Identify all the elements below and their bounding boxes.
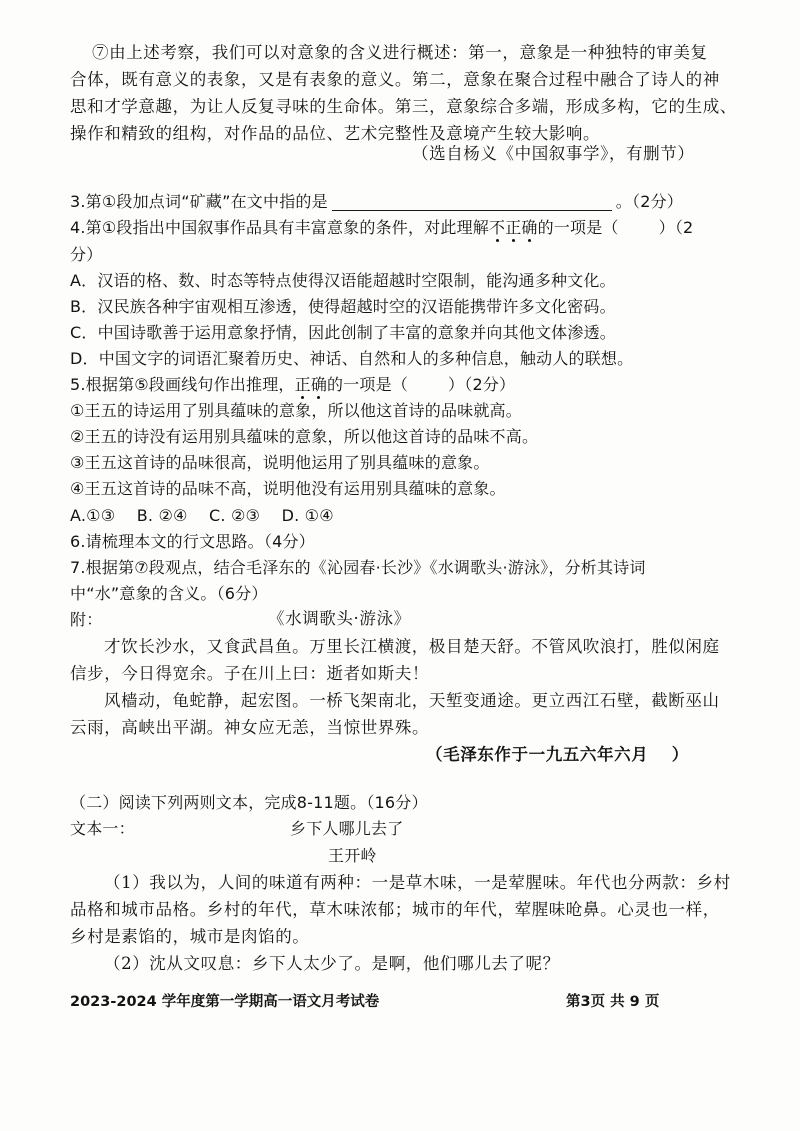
q4-emphasis-3: 确 [521, 218, 538, 237]
para7-line-1: ⑦由上述考察，我们可以对意象的含义进行概述：第一，意象是一种独特的审美复 [92, 43, 708, 62]
question-6: 6.请梳理本文的行文思路。（4分） [70, 532, 315, 551]
question-4 [70, 215, 693, 241]
q5-item-3: ③王五这首诗的品味很高，说明他运用了别具蕴味的意象。 [70, 453, 490, 472]
q5-item-4: ④王五这首诗的品味不高，说明他没有运用别具蕴味的意象。 [70, 479, 506, 498]
q4-stem-b: 的一项是（ [537, 218, 619, 237]
question-3 [70, 189, 683, 215]
text1-p2: （2）沈从文叹息：乡下人太少了。是啊，他们哪儿去了呢？ [104, 954, 560, 973]
q5-item-1: ①王五的诗运用了别具蕴味的意象，所以他这首诗的品味就高。 [70, 401, 522, 420]
q5-stem-b: 的一项是（ [327, 375, 409, 394]
question-7-line-1: 7.根据第⑦段观点，结合毛泽东的《沁园春·长沙》《水调歌头·游泳》，分析其诗词 [70, 558, 646, 577]
poem-line-4: 云雨，高峡出平湖。神女应无恙，当惊世界殊。 [70, 718, 430, 737]
q4-option-c: C．中国诗歌善于运用意象抒情，因此创制了丰富的意象并向其他文体渗透。 [70, 323, 616, 342]
text1-title: 乡下人哪儿去了 [290, 819, 404, 838]
para7-line-3: 思和才学意趣，为让人反复寻味的生命体。第三，意象综合多端，形成多构，它的生成、 [70, 97, 737, 116]
text1-p1-line-1: （1）我以为，人间的味道有两种：一是草木味，一是荤腥味。年代也分两款：乡村 [104, 873, 731, 892]
q5-stem-a: 5.根据第⑤段画线句作出推理， [70, 375, 295, 394]
q4-stem-c: ）（2 [658, 218, 694, 237]
text1-author: 王开岭 [328, 846, 377, 865]
q4-option-a: A．汉语的格、数、时态等特点使得汉语能超越时空限制，能沟通多种文化。 [70, 271, 616, 290]
q4-line-2: 分） [70, 245, 103, 264]
q5-stem-c: ）（2分） [448, 375, 516, 394]
q5-item-2: ②王五的诗没有运用别具蕴味的意象，所以他这首诗的品味不高。 [70, 427, 539, 446]
poem-line-1: 才饮长沙水，又食武昌鱼。万里长江横渡，极目楚天舒。不管风吹浪打，胜似闲庭 [104, 637, 720, 656]
text1-p1-line-3: 乡村是素馅的，城市是肉馅的。 [70, 927, 310, 946]
question-5 [70, 372, 515, 398]
q3-prefix: 3.第①段加点词“矿藏”在文中指的是 [70, 192, 328, 211]
source-citation: （选自杨义《中国叙事学》，有删节） [412, 144, 695, 163]
poem-note: （毛泽东作于一九五六年六月 ） [426, 745, 689, 764]
poem-line-3: 风樯动，龟蛇静，起宏图。一桥飞架南北，天堑变通途。更立西江石壁，截断巫山 [104, 691, 720, 710]
q4-stem-a: 4.第①段指出中国叙事作品具有丰富意象的条件，对此理解 [70, 218, 490, 237]
section-2-heading: （二）阅读下列两则文本，完成8-11题。（16分） [70, 793, 428, 812]
para7-line-2: 合体，既有意义的表象，又是有表象的意义。第二，意象在聚合过程中融合了诗人的神 [70, 70, 720, 89]
footer-exam-title: 2023-2024 学年度第一学期高一语文月考试卷 [70, 994, 380, 1010]
q3-suffix: 。（2分） [615, 192, 683, 211]
appendix-label: 附： [70, 610, 103, 629]
text1-label: 文本一： [70, 819, 135, 838]
text1-p1-line-2: 品格和城市品格。乡村的年代，草木味浓郁；城市的年代，荤腥味呛鼻。心灵也一样， [70, 900, 720, 919]
q5-choices: A.①③ B. ②④ C. ②③ D. ①④ [70, 506, 334, 525]
q5-emphasis-1: 正 [294, 375, 311, 394]
para7-line-4: 操作和精致的组构，对作品的品位、艺术完整性及意境产生较大影响。 [70, 124, 601, 143]
q4-emphasis-2: 正 [505, 218, 522, 237]
q4-option-b: B．汉民族各种宇宙观相互渗透，使得超越时空的汉语能携带许多文化密码。 [70, 297, 616, 316]
poem-title: 《水调歌头·游泳》 [268, 609, 411, 628]
footer-page-number: 第3页 共 9 页 [566, 994, 660, 1010]
q4-emphasis-1: 不 [489, 218, 506, 237]
q4-option-d: D．中国文字的词语汇聚着历史、神话、自然和人的多种信息，触动人的联想。 [70, 349, 634, 368]
q5-emphasis-2: 确 [310, 375, 328, 394]
q3-answer-blank[interactable] [332, 192, 612, 211]
question-7-line-2: 中“水”意象的含义。（6分） [70, 584, 268, 603]
poem-line-2: 信步，今日得宽余。子在川上曰：逝者如斯夫！ [70, 664, 430, 683]
